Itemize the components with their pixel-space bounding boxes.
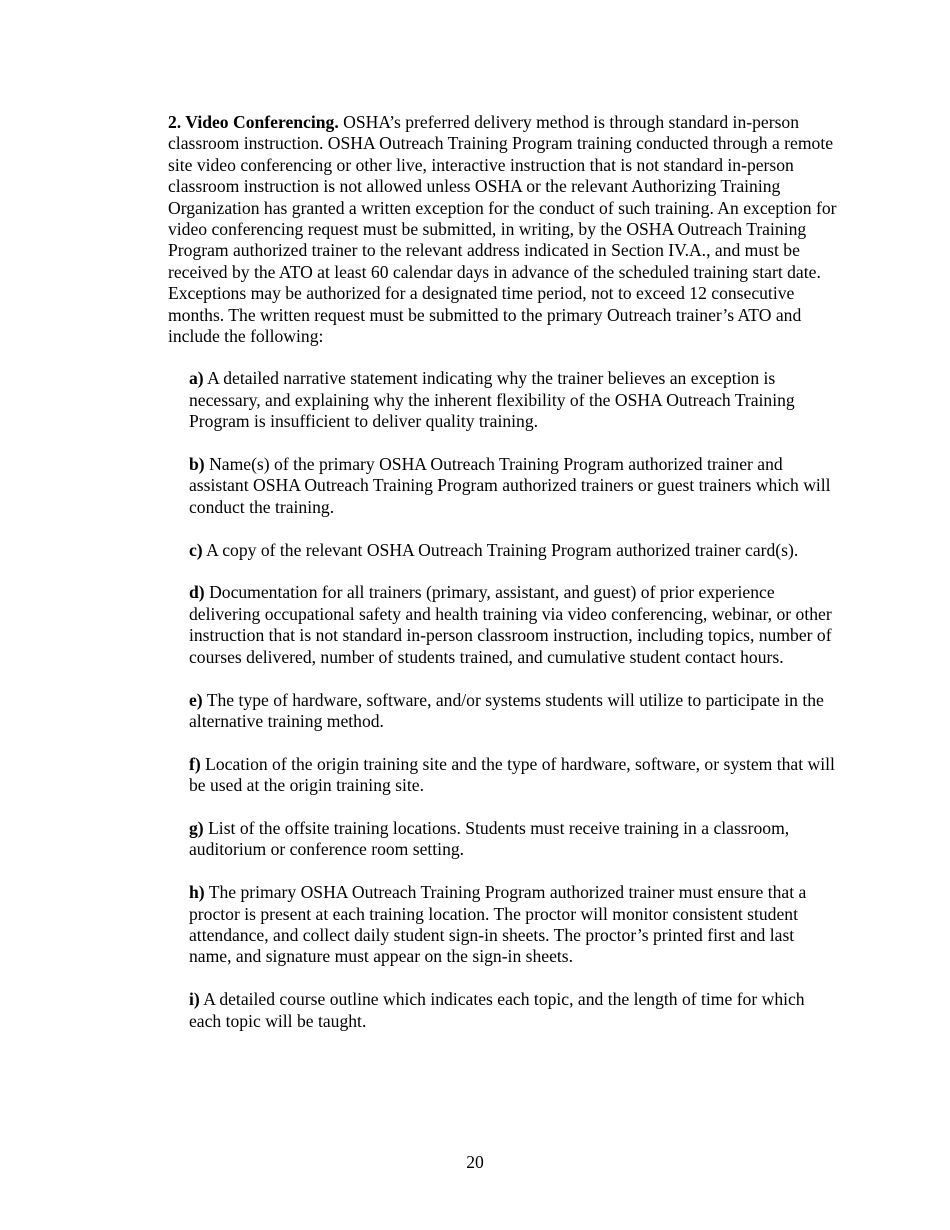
list-item (189, 882, 841, 968)
video-conferencing-section (168, 112, 840, 1053)
list-item (189, 989, 841, 1032)
requirements-list (189, 368, 841, 1031)
list-item (189, 582, 841, 668)
item-label: a) (189, 368, 204, 389)
item-text: The primary OSHA Outreach Training Program authorized trainer must ensure that a proctor is present at each training location. The proctor will monitor consistent student attendance, and collect daily student sign-in sheets. The proctor’s printed first and last name, and signature must appear on the sign-in sheets. (189, 882, 807, 967)
item-text: Documentation for all trainers (primary, assistant, and guest) of prior experience delivering occupational safety and health training via video conferencing, webinar, or other instruction that is not standard in-person classroom instruction, including topics, number of courses delivered, number of students trained, and cumulative student contact hours. (189, 582, 832, 667)
item-text: List of the offsite training locations. Students must receive training in a classroom, auditorium or conference room setting. (189, 817, 790, 860)
item-text: Location of the origin training site and the type of hardware, software, or system that will be used at the origin training site. (189, 753, 835, 796)
item-text: A copy of the relevant OSHA Outreach Training Program authorized trainer card(s). (206, 539, 799, 560)
list-item (189, 818, 841, 861)
item-label: b) (189, 454, 205, 475)
item-text: A detailed course outline which indicates each topic, and the length of time for which each topic will be taught. (189, 989, 805, 1031)
list-item (189, 368, 841, 432)
intro-text: OSHA’s preferred delivery method is through standard in-person classroom instruction. OSHA Outreach Training Program training conducted through a remote site video conferencing or other live, interactive instruction that is not standard in-person classroom instruction is not allowed unless OSHA or the relevant Authorizing Training Organization has granted a written exception for the conduct of such training. An exception for video conferencing request must be submitted, in writing, by the OSHA Outreach Training Program authorized trainer to the relevant address indicated in Section IV.A., and must be received by the ATO at least 60 calendar days in advance of the scheduled training start date. Exceptions may be authorized for a designated time period, not to exceed 12 consecutive months. The written request must be submitted to the primary Outreach trainer’s ATO and include the following: (168, 112, 837, 347)
item-label: e) (189, 689, 203, 710)
item-text: A detailed narrative statement indicating why the trainer believes an exception is necessary, and explaining why the inherent flexibility of the OSHA Outreach Training Program is insufficient to deliver quality training. (189, 368, 795, 432)
list-item (189, 690, 841, 733)
item-label: i) (189, 989, 200, 1010)
section-heading: 2. Video Conferencing. (168, 112, 339, 132)
item-label: d) (189, 582, 205, 603)
item-label: c) (189, 539, 203, 560)
page-number: 20 (466, 1152, 484, 1172)
item-label: h) (189, 882, 205, 903)
list-item (189, 454, 841, 518)
list-item (189, 540, 841, 561)
item-text: The type of hardware, software, and/or systems students will utilize to participate in the alternative training method. (189, 689, 824, 731)
item-label: f) (189, 753, 201, 774)
item-text: Name(s) of the primary OSHA Outreach Training Program authorized trainer and assistant OSHA Outreach Training Program authorized trainers or guest trainers which will conduct the training. (189, 454, 831, 517)
intro-paragraph (168, 112, 840, 347)
item-label: g) (189, 817, 204, 838)
list-item (189, 754, 841, 797)
